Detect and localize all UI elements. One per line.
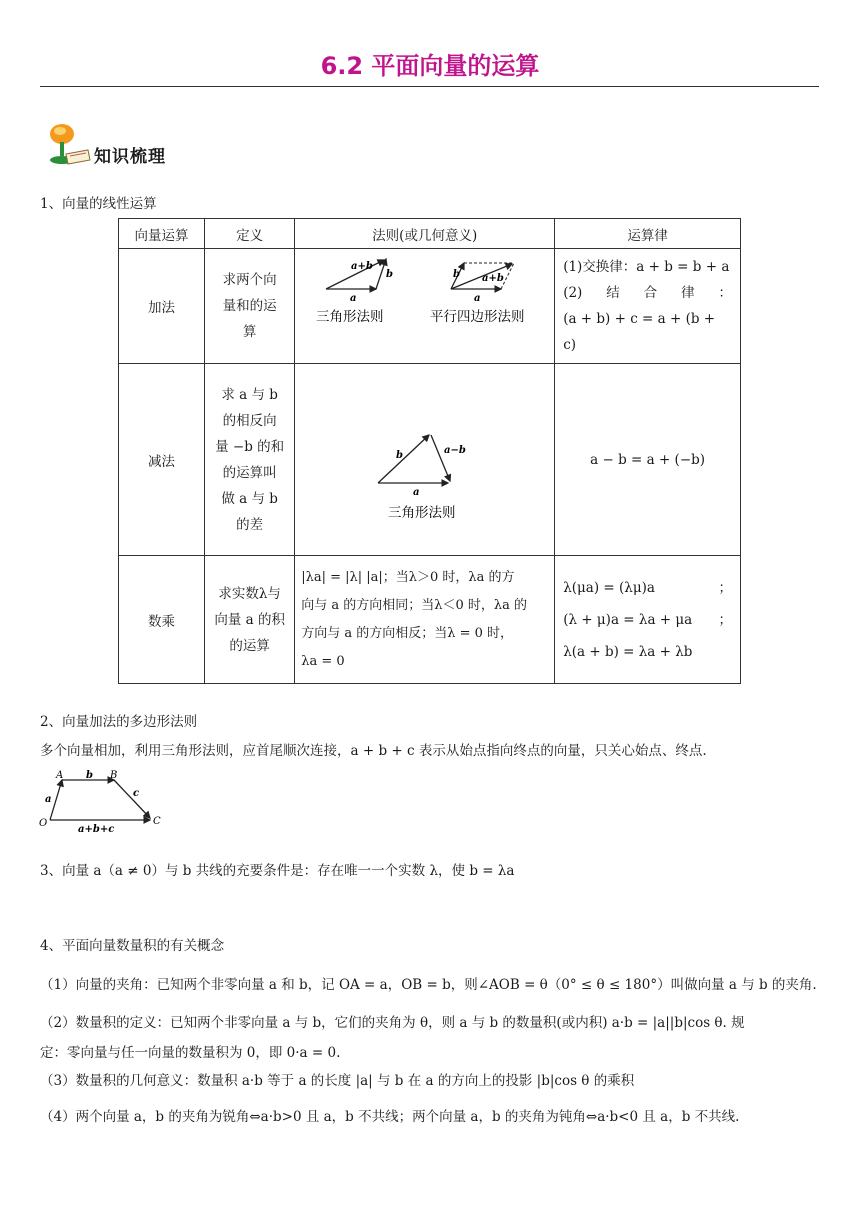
def-line: 量 −b 的和	[215, 438, 285, 455]
label-b: b	[386, 269, 394, 280]
op-rule	[295, 364, 555, 556]
def-line: 的差	[236, 516, 264, 533]
def-line: 的运算	[229, 637, 270, 654]
label-a: a	[474, 293, 481, 304]
op-rule	[295, 556, 555, 684]
law-text: λ(a + b) = λa + λb	[563, 643, 693, 660]
law-commutative: (1)交换律：a + b = b + a	[563, 259, 730, 275]
label-b: b	[453, 269, 461, 280]
rule-line: |λa| = |λ| |a|；当λ＞0 时，λa 的方	[301, 569, 515, 585]
op-definition	[205, 556, 295, 684]
rule-line: 方向与 a 的方向相反；当λ = 0 时，	[301, 625, 514, 641]
point-o-label: O	[39, 818, 48, 829]
table-row-subtraction	[119, 364, 741, 556]
point-b-label: B	[110, 770, 118, 781]
op-name: 数乘	[119, 556, 205, 684]
def-line: 求 a 与 b	[221, 386, 278, 403]
law-part: ：	[718, 285, 732, 301]
header-cell: 定义	[205, 219, 295, 249]
linear-ops-table	[118, 218, 741, 684]
op-name: 减法	[119, 364, 205, 556]
law-part: 结	[606, 285, 620, 301]
label-a: a	[45, 794, 52, 805]
op-definition	[205, 364, 295, 556]
page-title: 6.2 平面向量的运算	[320, 52, 540, 80]
rule-line: λa = 0	[301, 653, 345, 669]
def-line: 量和的运	[222, 298, 277, 314]
header-cell: 向量运算	[119, 219, 205, 249]
label-sum: a+b+c	[78, 824, 115, 834]
addition-diagrams	[296, 249, 553, 359]
knowledge-lamp-icon	[44, 120, 92, 168]
label-a-plus-b: a+b	[351, 261, 374, 272]
label-c: c	[133, 788, 140, 799]
law-associative: (a + b) + c = a + (b + c)	[563, 311, 716, 353]
heading-dot-product: 4、平面向量数量积的有关概念	[40, 938, 225, 954]
def-line: 向量 a 的积	[214, 611, 285, 628]
subtraction-diagram	[296, 383, 553, 533]
parallelogram-rule-label: 平行四边形法则	[430, 309, 525, 325]
dot-product-p1: （1）向量的夹角：已知两个非零向量 a 和 b，记 OA = a，OB = b，则∠AOB = θ（0° ≤ θ ≤ 180°）叫做向量 a 与 b 的夹角.	[40, 977, 817, 993]
def-line: 做 a 与 b	[221, 490, 278, 507]
header-cell: 法则(或几何意义)	[295, 219, 555, 249]
def-line: 的运算叫	[222, 464, 277, 481]
dot-product-p4: （4）两个向量 a，b 的夹角为锐角⇔a·b>0 且 a，b 不共线；两个向量 a，b 的夹角为钝角⇔a·b<0 且 a，b 不共线.	[40, 1109, 740, 1125]
law-sep: ；	[718, 611, 732, 628]
point-c-label: C	[153, 816, 161, 827]
triangle-rule-label: 三角形法则	[388, 504, 456, 521]
triangle-rule-diagram	[316, 259, 393, 325]
law-associative-label	[563, 280, 732, 306]
heading-polygon-rule: 2、向量加法的多边形法则	[40, 714, 198, 730]
parallelogram-rule-diagram	[430, 263, 525, 325]
law-line	[563, 575, 732, 601]
def-line: 求两个向	[222, 272, 277, 288]
table-header-row	[119, 219, 741, 249]
header-cell: 运算律	[555, 219, 741, 249]
label-a-plus-b: a+b	[482, 273, 505, 284]
label-a: a	[350, 293, 357, 304]
heading-linear-ops: 1、向量的线性运算	[40, 196, 157, 212]
law-part: 律	[681, 285, 695, 301]
law-text: λ(μa) = (λμ)a	[563, 579, 655, 596]
op-name: 加法	[119, 249, 205, 364]
dot-product-p3: （3）数量积的几何意义：数量积 a·b 等于 a 的长度 |a| 与 b 在 a 的方向上的投影 |b|cos θ 的乘积	[40, 1073, 635, 1089]
table-row-scalar	[119, 556, 741, 684]
def-line: 的相反向	[222, 412, 277, 429]
law-sep: ；	[718, 579, 732, 596]
op-laws: a − b = a + (−b)	[555, 364, 741, 556]
label-a-minus-b: a−b	[444, 444, 467, 456]
law-text: (λ + μ)a = λa + μa	[563, 611, 693, 628]
title-divider	[40, 86, 819, 87]
op-definition	[205, 249, 295, 364]
dot-product-p2: （2）数量积的定义：已知两个非零向量 a 与 b，它们的夹角为 θ，则 a 与 b 的数量积(或内积) a·b = |a||b|cos θ. 规	[40, 1015, 745, 1031]
table-row-addition	[119, 249, 741, 364]
polygon-rule-text: 多个向量相加，利用三角形法则，应首尾顺次连接，a + b + c 表示从始点指向终点的向量，只关心始点、终点.	[40, 743, 707, 759]
polygon-rule-diagram	[36, 768, 166, 834]
law-part: 合	[643, 285, 658, 301]
op-rule	[295, 249, 555, 364]
label-b: b	[86, 770, 93, 781]
rule-line: 向与 a 的方向相同；当λ＜0 时，λa 的	[301, 597, 527, 613]
def-line: 算	[242, 324, 257, 340]
point-a-label: A	[56, 770, 64, 781]
def-line: 求实数λ与	[218, 585, 281, 602]
label-a: a	[413, 486, 420, 498]
collinear-condition-text: 3、向量 a（a ≠ 0）与 b 共线的充要条件是：存在唯一一个实数 λ，使 b = λa	[40, 863, 515, 879]
label-b: b	[396, 449, 404, 461]
section-heading: 知识梳理	[94, 147, 166, 167]
op-laws	[555, 249, 741, 364]
op-laws	[555, 556, 741, 684]
law-line	[563, 607, 732, 633]
dot-product-p2-cont: 定：零向量与任一向量的数量积为 0，即 0·a = 0.	[40, 1045, 341, 1061]
law-part: (2)	[563, 285, 583, 301]
triangle-rule-label: 三角形法则	[316, 309, 384, 325]
